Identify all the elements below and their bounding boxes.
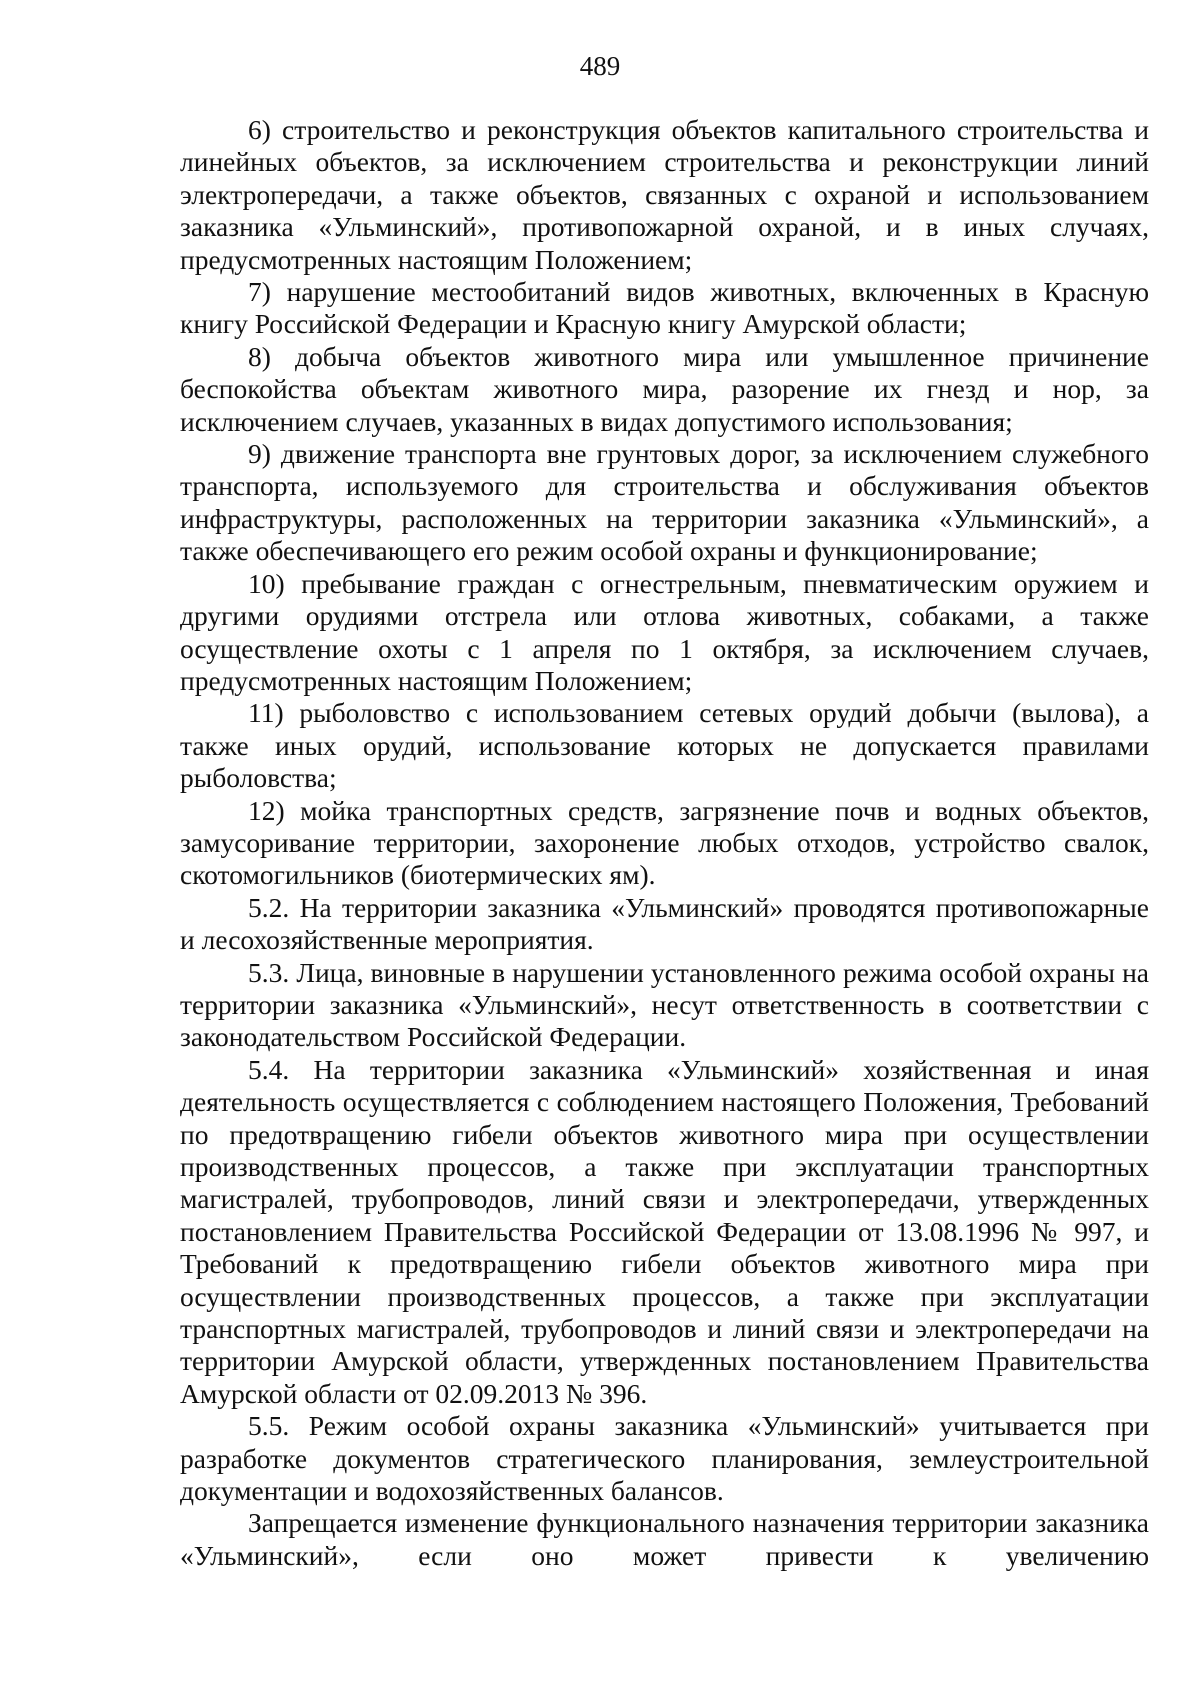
paragraph-section-5-2: 5.2. На территории заказника «Ульминский» проводятся противопожарные и лесохозяйственные мероприятия. [180, 891, 1149, 956]
paragraph-item-7: 7) нарушение местообитаний видов животных, включенных в Красную книгу Российской Федерации и Красную книгу Амурской области; [180, 276, 1149, 340]
paragraph-item-11: 11) рыболовство с использованием сетевых орудий добычи (вылова), а также иных орудий, использование которых не допускается правилами рыболовства; [180, 697, 1149, 794]
document-body [180, 114, 1149, 1572]
page-number: 489 [579, 51, 621, 81]
paragraph-prohibition: Запрещается изменение функционального назначения территории заказника «Ульминский», если оно может привести к увеличению [180, 1507, 1149, 1571]
paragraph-section-5-3: 5.3. Лица, виновные в нарушении установленного режима особой охраны на территории заказника «Ульминский», несут ответственность в соответствии с законодательством Российской Федерации. [180, 956, 1149, 1053]
paragraph-item-8: 8) добыча объектов животного мира или умышленное причинение беспокойства объектам животного мира, разорение их гнезд и нор, за исключением случаев, указанных в видах допустимого использования; [180, 340, 1149, 437]
paragraph-section-5-4: 5.4. На территории заказника «Ульминский» хозяйственная и иная деятельность осуществляется с соблюдением настоящего Положения, Требований по предотвращению гибели объектов животного мира при осуществлении производственных процессов, а также при эксплуатации транспортных магистралей, трубопроводов, линий связи и электропередачи, утвержденных постановлением Правительства Российской Федерации от 13.08.1996 № 997, и Требований к предотвращению гибели объектов животного мира при осуществлении производственных процессов, а также при эксплуатации транспортных магистралей, трубопроводов и линий связи и электропередачи на территории Амурской области, утвержденных постановлением Правительства Амурской области от 02.09.2013 № 396. [180, 1053, 1149, 1409]
paragraph-section-5-5: 5.5. Режим особой охраны заказника «Ульминский» учитывается при разработке документов стратегического планирования, землеустроительной документации и водохозяйственных балансов. [180, 1410, 1149, 1507]
paragraph-item-6: 6) строительство и реконструкция объектов капитального строительства и линейных объектов, за исключением строительства и реконструкции линий электропередачи, а также объектов, связанных с охраной и использованием заказника «Ульминский», противопожарной охраной, и в иных случаях, предусмотренных настоящим Положением; [180, 114, 1149, 275]
paragraph-item-12: 12) мойка транспортных средств, загрязнение почв и водных объектов, замусоривание территории, захоронение любых отходов, устройство свалок, скотомогильников (биотермических ям). [180, 794, 1149, 891]
paragraph-item-10: 10) пребывание граждан с огнестрельным, пневматическим оружием и другими орудиями отстрела или отлова животных, собаками, а также осуществление охоты с 1 апреля по 1 октября, за исключением случаев, предусмотренных настоящим Положением; [180, 567, 1149, 696]
paragraph-item-9: 9) движение транспорта вне грунтовых дорог, за исключением служебного транспорта, используемого для строительства и обслуживания объектов инфраструктуры, расположенных на территории заказника «Ульминский», а также обеспечивающего его режим особой охраны и функционирование; [180, 438, 1149, 567]
